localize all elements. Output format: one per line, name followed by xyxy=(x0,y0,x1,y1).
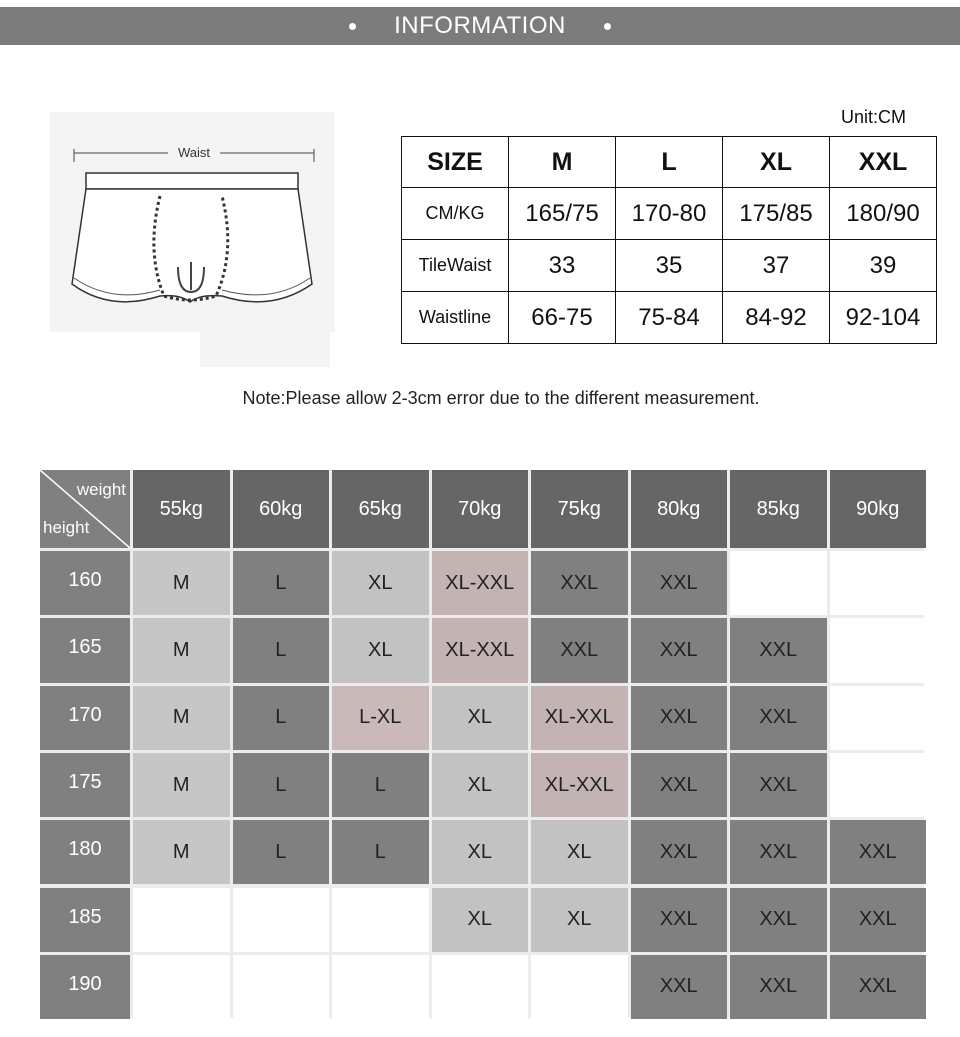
size-cell: XXL xyxy=(830,888,927,952)
table-cell: 66-75 xyxy=(509,292,616,344)
size-cell: L xyxy=(233,753,330,817)
size-cell: XL-XXL xyxy=(432,618,529,682)
row-label-tilewaist: TileWaist xyxy=(402,240,509,292)
size-cell: XXL xyxy=(730,955,827,1019)
size-cell: L xyxy=(332,753,429,817)
underwear-illustration xyxy=(50,112,335,367)
size-cell: XL xyxy=(332,618,429,682)
table-cell: 39 xyxy=(830,240,937,292)
table-cell: 180/90 xyxy=(830,188,937,240)
size-cell xyxy=(432,955,529,1019)
size-cell: M xyxy=(133,753,230,817)
size-cell: XXL xyxy=(730,618,827,682)
size-cell: M xyxy=(133,686,230,750)
size-cell: XL-XXL xyxy=(531,686,628,750)
size-cell: XXL xyxy=(730,686,827,750)
height-header: 170 xyxy=(40,686,130,750)
size-cell: XXL xyxy=(531,618,628,682)
unit-label: Unit:CM xyxy=(841,107,907,127)
waist-label: Waist xyxy=(177,145,211,160)
weight-header: 85kg xyxy=(730,470,827,548)
weight-header: 80kg xyxy=(631,470,728,548)
height-header: 185 xyxy=(40,888,130,952)
size-cell: M xyxy=(133,551,230,615)
size-cell xyxy=(332,955,429,1019)
row-label-waistline: Waistline xyxy=(402,292,509,344)
note-text: Note:Please allow 2-3cm error due to the different measurement. xyxy=(242,388,760,408)
weight-header: 65kg xyxy=(332,470,429,548)
size-col-xl: XL xyxy=(723,137,830,188)
size-cell: XXL xyxy=(631,686,728,750)
size-chart-grid xyxy=(40,470,924,1018)
size-cell: XL xyxy=(531,820,628,884)
size-cell: L-XL xyxy=(332,686,429,750)
size-cell: L xyxy=(233,686,330,750)
size-cell: M xyxy=(133,820,230,884)
table-cell: 170-80 xyxy=(616,188,723,240)
size-cell: XXL xyxy=(631,955,728,1019)
size-cell: XXL xyxy=(631,551,728,615)
table-cell: 33 xyxy=(509,240,616,292)
size-cell: XXL xyxy=(730,753,827,817)
height-header: 165 xyxy=(40,618,130,682)
height-header: 180 xyxy=(40,820,130,884)
size-cell: L xyxy=(332,820,429,884)
size-cell: XXL xyxy=(830,820,927,884)
table-cell: 75-84 xyxy=(616,292,723,344)
size-cell xyxy=(133,888,230,952)
size-cell xyxy=(133,955,230,1019)
size-col-xxl: XXL xyxy=(830,137,937,188)
size-cell: L xyxy=(233,551,330,615)
size-col-l: L xyxy=(616,137,723,188)
size-cell: XXL xyxy=(631,888,728,952)
size-cell: XL xyxy=(432,753,529,817)
size-col-m: M xyxy=(509,137,616,188)
size-cell: XXL xyxy=(631,753,728,817)
size-cell: XXL xyxy=(830,955,927,1019)
table-cell: 84-92 xyxy=(723,292,830,344)
bullet-left xyxy=(349,23,356,30)
size-cell: XXL xyxy=(730,820,827,884)
table-cell: 92-104 xyxy=(830,292,937,344)
row-label-cmkg: CM/KG xyxy=(402,188,509,240)
size-cell: XL-XXL xyxy=(531,753,628,817)
table-cell: 175/85 xyxy=(723,188,830,240)
size-cell xyxy=(531,955,628,1019)
corner-weight-label: weight xyxy=(76,480,126,499)
size-cell xyxy=(233,955,330,1019)
size-cell: L xyxy=(233,820,330,884)
size-cell: XL-XXL xyxy=(432,551,529,615)
grid-corner xyxy=(40,470,130,548)
size-cell: XXL xyxy=(531,551,628,615)
weight-header: 55kg xyxy=(133,470,230,548)
size-cell: XXL xyxy=(730,888,827,952)
size-cell xyxy=(830,753,927,817)
size-cell xyxy=(730,551,827,615)
table-cell: 165/75 xyxy=(509,188,616,240)
measurement-note xyxy=(0,388,960,409)
weight-header: 90kg xyxy=(830,470,927,548)
size-cell xyxy=(233,888,330,952)
table-cell: 35 xyxy=(616,240,723,292)
size-cell xyxy=(830,618,927,682)
size-cell: XL xyxy=(432,888,529,952)
information-header xyxy=(0,7,960,45)
size-cell xyxy=(830,551,927,615)
bullet-right xyxy=(604,23,611,30)
corner-height-label: height xyxy=(43,518,90,537)
size-cell: XXL xyxy=(631,618,728,682)
size-cell: XL xyxy=(432,820,529,884)
size-cell xyxy=(332,888,429,952)
size-cell xyxy=(830,686,927,750)
height-header: 160 xyxy=(40,551,130,615)
size-table xyxy=(401,136,937,344)
size-cell: M xyxy=(133,618,230,682)
header-title: INFORMATION xyxy=(394,12,566,39)
size-cell: XL xyxy=(332,551,429,615)
height-header: 190 xyxy=(40,955,130,1019)
size-cell: XL xyxy=(432,686,529,750)
size-cell: XL xyxy=(531,888,628,952)
weight-header: 70kg xyxy=(432,470,529,548)
height-header: 175 xyxy=(40,753,130,817)
weight-header: 60kg xyxy=(233,470,330,548)
size-cell: L xyxy=(233,618,330,682)
size-header-label: SIZE xyxy=(402,137,509,188)
size-cell: XXL xyxy=(631,820,728,884)
weight-header: 75kg xyxy=(531,470,628,548)
table-cell: 37 xyxy=(723,240,830,292)
